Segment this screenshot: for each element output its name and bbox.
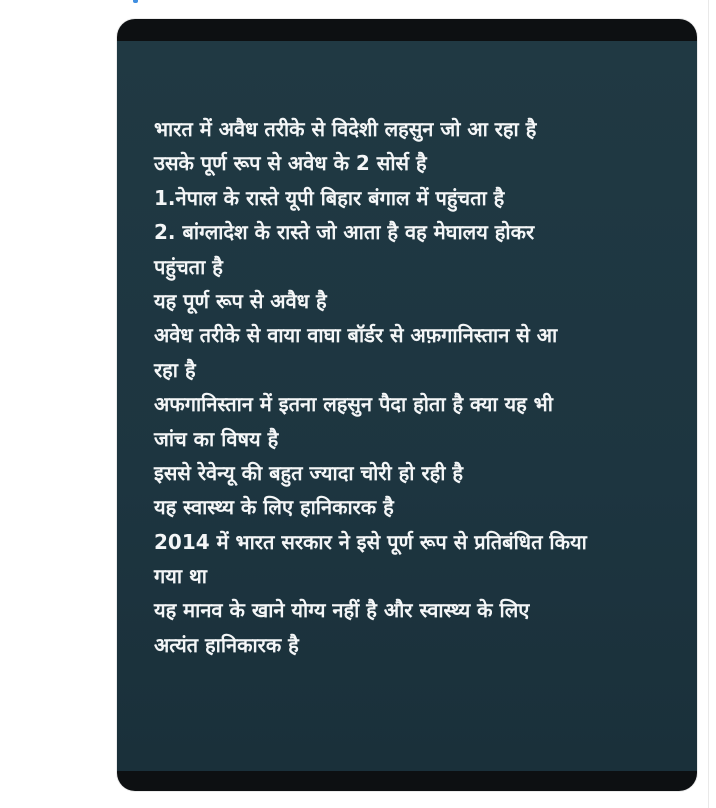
- image-text-line: इससे रेवेन्यू की बहुत ज्यादा चोरी हो रही है: [154, 460, 464, 485]
- image-text-line: यह मानव के खाने योग्य नहीं है और स्वास्थ्य के लिए: [154, 598, 530, 623]
- image-text-line: उसके पूर्ण रूप से अवेध के 2 सोर्स है: [154, 151, 427, 176]
- timeline-divider: [708, 0, 709, 808]
- image-text-line: अत्यंत हानिकारक है: [154, 632, 299, 657]
- image-text-line: रहा है: [154, 357, 196, 382]
- link-fragment: [133, 0, 138, 3]
- image-text-line: यह स्वास्थ्य के लिए हानिकारक है: [154, 495, 394, 520]
- image-text-line: भारत में अवैध तरीके से विदेशी लहसुन जो आ रहा है: [154, 117, 537, 141]
- image-text-line: 2. बांग्लादेश के रास्ते जो आता है वह मेघालय होकर: [154, 220, 535, 245]
- image-text-line: अफगानिस्तान में इतना लहसुन पैदा होता है क्या यह भी: [154, 392, 553, 417]
- image-text-line: 1.नेपाल के रास्ते यूपी बिहार बंगाल में पहुंचता है: [154, 185, 505, 210]
- image-text-line: अवेध तरीके से वाया वाघा बॉर्डर से अफ़गानिस्तान से आ: [154, 323, 558, 348]
- image-text-line: गया था: [154, 564, 207, 589]
- image-text-line: जांच का विषय है: [154, 426, 279, 451]
- image-text-block: [154, 112, 684, 662]
- image-text-line: 2014 में भारत सरकार ने इसे पूर्ण रूप से प्रतिबंधित किया: [154, 529, 587, 554]
- text-card: [117, 41, 697, 771]
- image-text-line: पहुंचता है: [154, 254, 223, 279]
- image-text-line: यह पूर्ण रूप से अवैध है: [154, 288, 327, 313]
- tweet-image[interactable]: [117, 19, 697, 791]
